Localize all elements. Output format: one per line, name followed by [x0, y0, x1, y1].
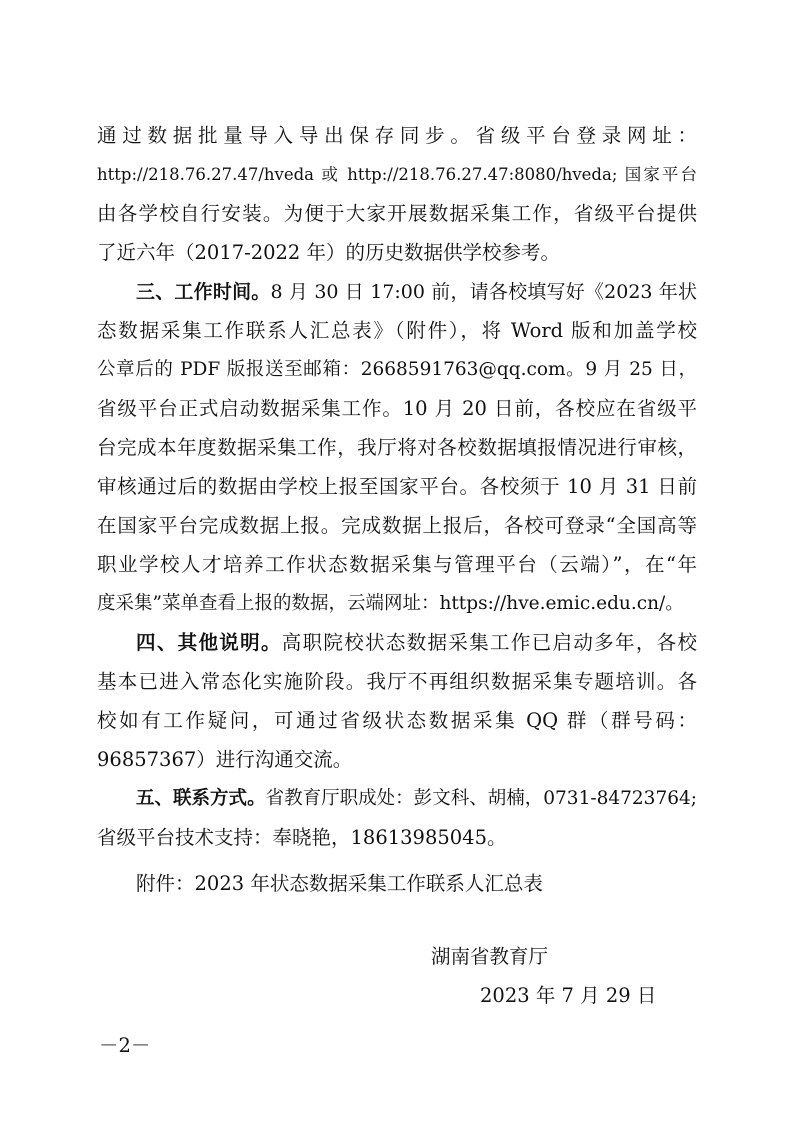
page-number: －2－	[99, 1034, 151, 1057]
body-line: 态数据采集工作联系人汇总表》（附件），将 Word 版和加盖学校	[97, 319, 697, 342]
issuing-organization: 湖南省教育厅	[431, 945, 549, 968]
section-first-line	[136, 625, 697, 661]
body-line: 在国家平台完成数据上报。完成数据上报后，各校可登录“全国高等	[97, 514, 697, 537]
attachment-note: 附件：2023 年状态数据采集工作联系人汇总表	[136, 872, 543, 895]
body-text: 省教育厅职成处：彭文科、胡楠，0731-84723764;	[265, 788, 697, 809]
body-line: 台完成本年度数据采集工作，我厅将对各校数据填报情况进行审核，	[97, 436, 697, 459]
body-line: 公章后的 PDF 版报送至邮箱：2668591763@qq.com。9 月 25 日，	[97, 359, 697, 380]
body-text: 高职院校状态数据采集工作已启动多年，各校	[281, 631, 697, 654]
section-first-line	[136, 781, 697, 817]
body-line: 基本已进入常态化实施阶段。我厅不再组织数据采集专题培训。各	[97, 670, 697, 693]
body-line: 职业学校人才培养工作状态数据采集与管理平台（云端）”，在“年	[97, 553, 697, 576]
issue-date: 2023 年 7 月 29 日	[480, 984, 657, 1007]
body-line: 由各学校自行安装。为便于大家开展数据采集工作，省级平台提供	[97, 202, 697, 225]
body-line: 校如有工作疑问，可通过省级状态数据采集 QQ 群（群号码：	[97, 709, 697, 732]
section-first-line	[136, 274, 697, 310]
section-heading-contact: 五、联系方式。	[136, 788, 266, 809]
body-text: 8 月 30 日 17:00 前，请各校填写好《2023 年状	[270, 281, 697, 303]
body-line: http://218.76.27.47/hveda 或 http://218.76.27.47:8080/hveda; 国家平台	[97, 165, 697, 184]
body-line: 度采集”菜单查看上报的数据，云端网址：https://hve.emic.edu.cn/。	[97, 593, 684, 614]
body-line: 通过数据批量导入导出保存同步。省级平台登录网址：	[97, 124, 697, 147]
body-line: 了近六年（2017-2022 年）的历史数据供学校参考。	[97, 241, 561, 264]
section-heading-other-notes: 四、其他说明。	[136, 631, 282, 654]
body-line: 96857367）进行沟通交流。	[97, 748, 353, 771]
body-line: 省级平台正式启动数据采集工作。10 月 20 日前，各校应在省级平	[97, 397, 697, 420]
section-heading-work-time: 三、工作时间。	[136, 281, 271, 303]
body-line: 审核通过后的数据由学校上报至国家平台。各校须于 10 月 31 日前	[97, 475, 697, 498]
body-line: 省级平台技术支持：奉晓艳，18613985045。	[97, 826, 507, 849]
